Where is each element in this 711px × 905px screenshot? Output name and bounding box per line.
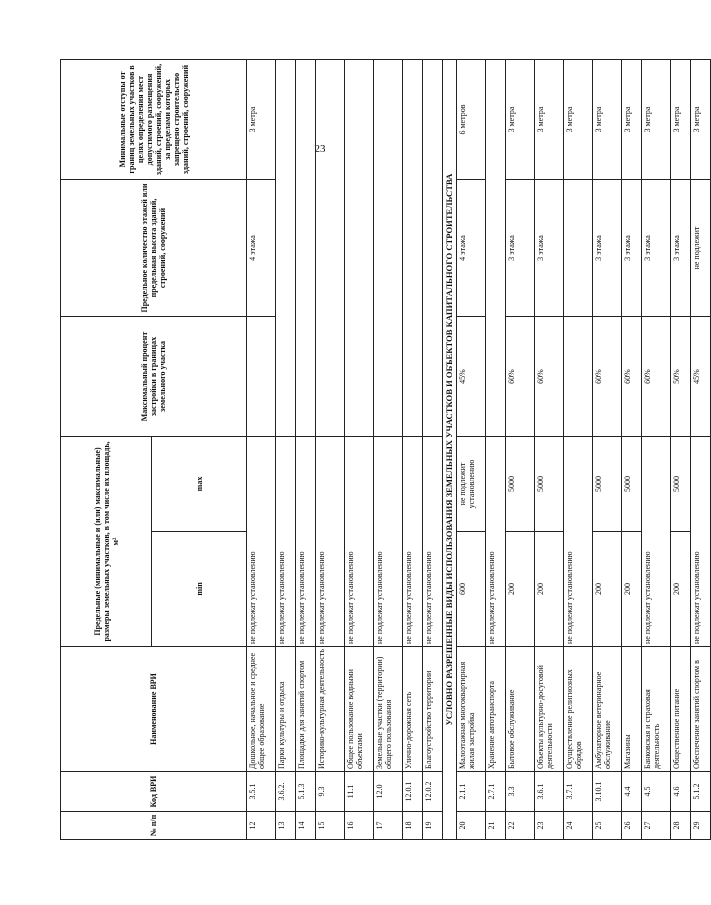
cell-name: Историко-культурная деятельность	[316, 647, 345, 772]
cell-floors: 3 этажа	[671, 180, 691, 317]
cell-size: не подлежат установлению	[642, 437, 671, 647]
cell-floors: не подлежит	[691, 180, 711, 317]
cell-num: 16	[345, 812, 374, 840]
cell-num: 27	[642, 812, 671, 840]
cell-max: 5000	[506, 437, 535, 532]
cell-name: Амбулаторное ветеринарное обслуживание	[593, 647, 622, 772]
cell-num: 28	[671, 812, 691, 840]
cell-floors: 4 этажа	[457, 180, 486, 317]
cell-num: 14	[296, 812, 316, 840]
cell-floors: 3 этажа	[506, 180, 535, 317]
cell-code: 12.0.1	[403, 772, 423, 812]
cell-size: не подлежат установлению	[276, 437, 296, 647]
table-row	[296, 60, 316, 840]
cell-name: Магазины	[622, 647, 642, 772]
cell-num: 19	[423, 812, 443, 840]
cell-name: Хранение автотранспорта	[486, 647, 506, 772]
cell-num: 25	[593, 812, 622, 840]
table-row	[423, 60, 443, 840]
cell-code: 4.5	[642, 772, 671, 812]
cell-floors: 3 этажа	[593, 180, 622, 317]
cell-percent	[564, 317, 593, 437]
cell-code: 11.1	[345, 772, 374, 812]
cell-setback: 3 метра	[564, 60, 593, 180]
header-min: min	[152, 532, 247, 647]
table-row	[593, 60, 622, 840]
cell-code: 5.1.3	[296, 772, 316, 812]
cell-name: Земельные участки (территории) общего пользования	[374, 647, 403, 772]
table-row	[691, 60, 711, 840]
cell-setback: 3 метра	[506, 60, 535, 180]
table-row	[535, 60, 564, 840]
cell-code: 5.1.2	[691, 772, 711, 812]
rotated-table-wrapper	[60, 60, 701, 840]
table-row	[403, 60, 423, 840]
cell-min: 200	[622, 532, 642, 647]
cell-name: Улично-дорожная сеть	[403, 647, 423, 772]
cell-setback: 3 метра	[671, 60, 691, 180]
cell-code: 3.7.1	[564, 772, 593, 812]
cell-code: 3.6.2.	[276, 772, 296, 812]
cell-max: не подлежит установлению	[457, 437, 486, 532]
cell-name: Парки культуры и отдыха	[276, 647, 296, 772]
cell-max: 5000	[535, 437, 564, 532]
header-code: Код ВРИ	[61, 772, 247, 812]
cell-empty	[403, 60, 423, 437]
cell-num: 21	[486, 812, 506, 840]
header-percent: Максимальный процент застройки в границах земельного участка	[61, 317, 247, 437]
cell-size: не подлежат установлению	[345, 437, 374, 647]
cell-num: 12	[247, 812, 276, 840]
cell-max: 5000	[671, 437, 691, 532]
header-size-group: Предельные (минимальные и (или) максимальные) размеры земельных участков, в том числе их площадь, м²	[61, 437, 152, 647]
table-row	[506, 60, 535, 840]
cell-percent: 45%	[457, 317, 486, 437]
cell-num: 23	[535, 812, 564, 840]
header-name: Наименование ВРИ	[61, 647, 247, 772]
cell-percent: 60%	[642, 317, 671, 437]
cell-code: 3.5.1	[247, 772, 276, 812]
cell-name: Банковская и страховая деятельность	[642, 647, 671, 772]
cell-max: 5000	[593, 437, 622, 532]
header-setback: Минимальные отступы от границ земельных участков в целях определения мест допустимого размещения зданий, строений, сооружений, за пределами которых запрещено строительство зданий, строений, сооружений	[61, 60, 247, 180]
header-floors: Предельное количество этажей или предельная высота зданий, строений, сооружений	[61, 180, 247, 317]
cell-code: 4.4	[622, 772, 642, 812]
cell-name: Общественное питание	[671, 647, 691, 772]
cell-max: 5000	[622, 437, 642, 532]
cell-empty	[486, 60, 506, 437]
table-row	[564, 60, 593, 840]
cell-floors: 3 этажа	[622, 180, 642, 317]
cell-code: 2.1.1	[457, 772, 486, 812]
table-row	[316, 60, 345, 840]
cell-setback: 3 метра	[535, 60, 564, 180]
header-num: № п/п	[61, 812, 247, 840]
cell-floors: 4 этажа	[247, 180, 276, 317]
zoning-table	[60, 59, 711, 840]
cell-size: не подлежат установлению	[691, 437, 711, 647]
table-row	[457, 60, 486, 840]
cell-empty	[345, 60, 374, 437]
cell-num: 18	[403, 812, 423, 840]
section-row	[443, 60, 457, 840]
cell-percent: 60%	[593, 317, 622, 437]
cell-num: 15	[316, 812, 345, 840]
cell-num: 24	[564, 812, 593, 840]
cell-name: Дошкольное, начальное и среднее общее образование	[247, 647, 276, 772]
cell-percent: 60%	[506, 317, 535, 437]
cell-percent: 45%	[691, 317, 711, 437]
cell-floors: 3 этажа	[535, 180, 564, 317]
cell-name: Обеспечение занятий спортом в	[691, 647, 711, 772]
header-max: max	[152, 437, 247, 532]
cell-num: 22	[506, 812, 535, 840]
cell-setback: 3 метра	[247, 60, 276, 180]
cell-percent: 50%	[671, 317, 691, 437]
table-row	[642, 60, 671, 840]
cell-num: 26	[622, 812, 642, 840]
cell-name: Общее пользование водными объектами	[345, 647, 374, 772]
table-row	[374, 60, 403, 840]
cell-min: 200	[671, 532, 691, 647]
cell-floors: 3 этажа	[642, 180, 671, 317]
cell-min: 200	[535, 532, 564, 647]
table-row	[345, 60, 374, 840]
cell-name: Благоустройство территории	[423, 647, 443, 772]
cell-empty	[374, 60, 403, 437]
cell-name: Малоэтажная многоквартирная жилая застройка	[457, 647, 486, 772]
cell-code: 3.3	[506, 772, 535, 812]
page-number: 23	[314, 143, 326, 155]
cell-num: 29	[691, 812, 711, 840]
cell-code: 3.6.1	[535, 772, 564, 812]
table-row	[247, 60, 276, 840]
cell-name: Бытовое обслуживание	[506, 647, 535, 772]
cell-num: 17	[374, 812, 403, 840]
cell-min: 200	[506, 532, 535, 647]
cell-empty	[423, 60, 443, 437]
cell-setback: 3 метра	[593, 60, 622, 180]
cell-size: не подлежат установлению	[316, 437, 345, 647]
cell-setback: 3 метра	[622, 60, 642, 180]
cell-empty	[276, 60, 296, 437]
cell-size: не подлежат установлению	[247, 437, 276, 647]
cell-percent	[247, 317, 276, 437]
cell-num: 13	[276, 812, 296, 840]
cell-size: не подлежат установлению	[564, 437, 593, 647]
cell-empty	[316, 60, 345, 437]
cell-num: 20	[457, 812, 486, 840]
cell-code: 9.3	[316, 772, 345, 812]
cell-min: 200	[593, 532, 622, 647]
cell-code: 4.6	[671, 772, 691, 812]
cell-name: Осуществление религиозных обрядов	[564, 647, 593, 772]
cell-size: не подлежат установлению	[486, 437, 506, 647]
cell-code: 2.7.1	[486, 772, 506, 812]
table-row	[486, 60, 506, 840]
cell-min: 600	[457, 532, 486, 647]
cell-code: 12.0.2	[423, 772, 443, 812]
cell-floors	[564, 180, 593, 317]
cell-setback: 3 метра	[691, 60, 711, 180]
table-row	[671, 60, 691, 840]
table-row	[276, 60, 296, 840]
cell-size: не подлежат установлению	[423, 437, 443, 647]
cell-size: не подлежат установлению	[296, 437, 316, 647]
cell-code: 3.10.1	[593, 772, 622, 812]
cell-size: не подлежат установлению	[403, 437, 423, 647]
cell-name: Площадки для занятий спортом	[296, 647, 316, 772]
table-row	[622, 60, 642, 840]
section-title: УСЛОВНО РАЗРЕШЕННЫЕ ВИДЫ ИСПОЛЬЗОВАНИЯ ЗЕМЕЛЬНЫХ УЧАСТКОВ И ОБЪЕКТОВ КАПИТАЛЬНОГО СТРОИТЕЛЬСТВА	[443, 60, 457, 840]
cell-empty	[296, 60, 316, 437]
cell-code: 12.0	[374, 772, 403, 812]
cell-percent: 60%	[535, 317, 564, 437]
cell-name: Объекты культурно-досуговой деятельности	[535, 647, 564, 772]
cell-setback: 6 метров	[457, 60, 486, 180]
header-row	[61, 60, 152, 840]
cell-size: не подлежат установлению	[374, 437, 403, 647]
cell-percent: 60%	[622, 317, 642, 437]
cell-setback: 3 метра	[642, 60, 671, 180]
